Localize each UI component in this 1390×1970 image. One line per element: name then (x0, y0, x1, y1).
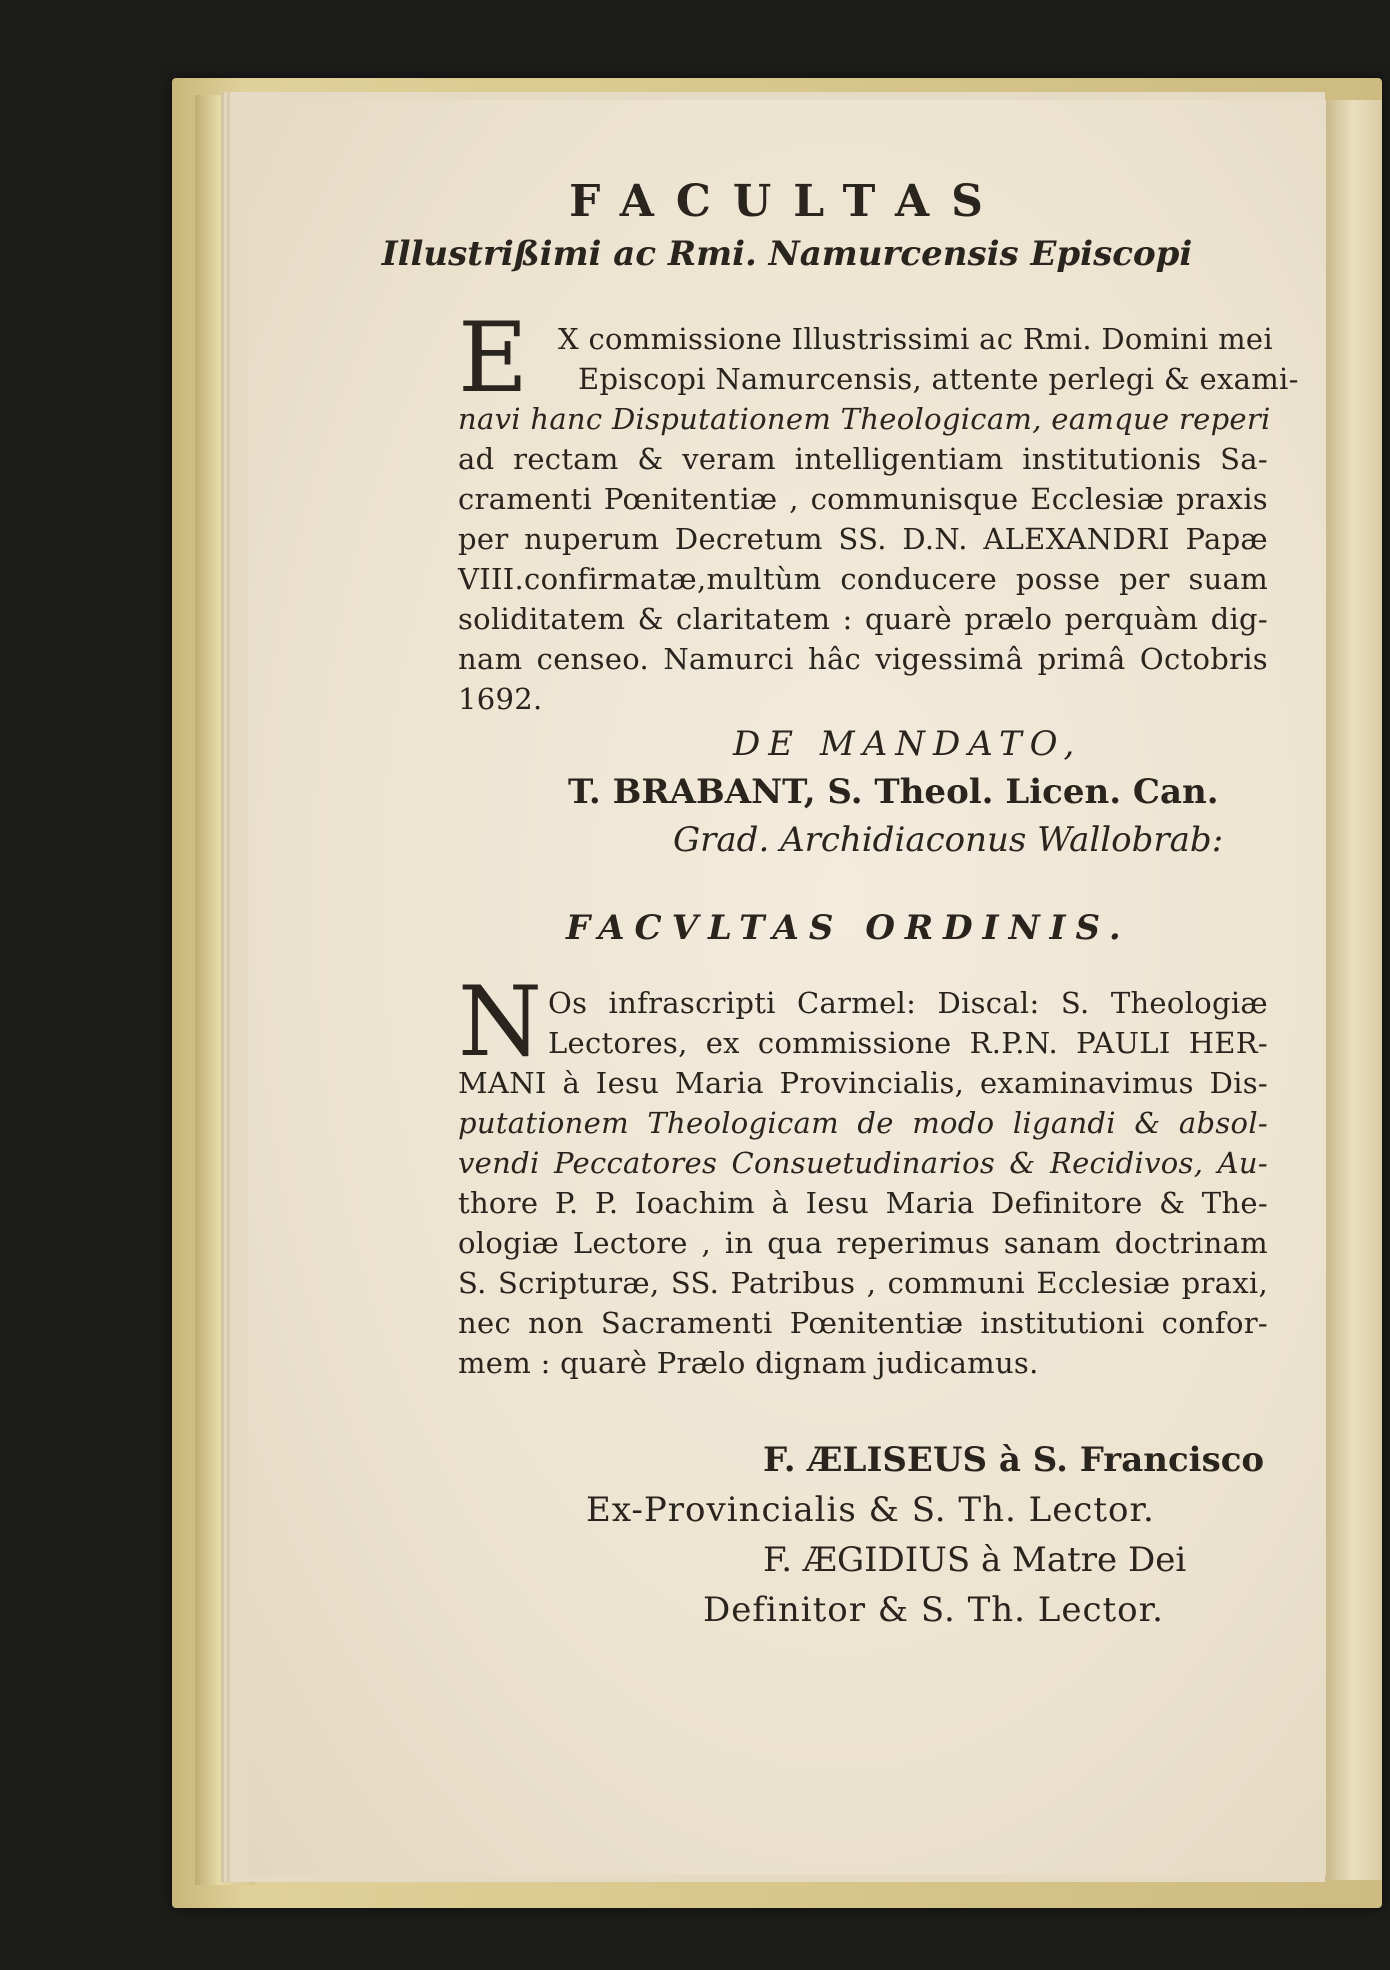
text-line: VIII.confirmatæ,multùm conducere posse per suam (458, 562, 1268, 596)
book-page (248, 100, 1326, 1875)
page-subtitle: Illustrißimi ac Rmi. Namurcensis Episcopi (381, 234, 1193, 274)
text-line: nec non Sacramenti Pœnitentiæ institutioni confor- (458, 1306, 1268, 1340)
facing-page-edge (1325, 100, 1382, 1880)
signatory-name: T. BRABANT, S. Theol. Licen. Can. (568, 772, 1219, 812)
drop-cap-e: E (458, 302, 529, 414)
signature-line: F. ÆGIDIUS à Matre Dei (763, 1540, 1187, 1580)
text-line: S. Scripturæ, SS. Patribus , communi Ecclesiæ praxi, (458, 1266, 1268, 1300)
text-line-date: 1692. (458, 682, 543, 716)
de-mandato: DE MANDATO, (733, 724, 1083, 764)
signature-line: Ex-Provincialis & S. Th. Lector. (586, 1490, 1155, 1530)
signature-line: F. ÆLISEUS à S. Francisco (763, 1440, 1265, 1480)
text-line: Lectores, ex commissione R.P.N. PAULI HER- (548, 1026, 1268, 1060)
text-line: cramenti Pœnitentiæ , communisque Ecclesiæ praxis (458, 482, 1268, 516)
text-line: ologiæ Lectore , in qua reperimus sanam doctrinam (458, 1226, 1268, 1260)
drop-cap-n: N (458, 966, 542, 1078)
text-line: thore P. P. Ioachim à Iesu Maria Definitore & The- (458, 1186, 1268, 1220)
text-line: vendi Peccatores Consuetudinarios & Recidivos, Au- (458, 1146, 1268, 1180)
text-line: MANI à Iesu Maria Provincialis, examinavimus Dis- (458, 1066, 1268, 1100)
text-line: per nuperum Decretum SS. D.N. ALEXANDRI Papæ (458, 522, 1268, 556)
text-line: nam censeo. Namurci hâc vigessimâ primâ Octobris (458, 642, 1268, 676)
signatory-title: Grad. Archidiaconus Wallobrab: (673, 820, 1224, 860)
text-line: Os infrascripti Carmel: Discal: S. Theologiæ (548, 986, 1268, 1020)
page-title: FACULTAS (569, 176, 1005, 227)
section-heading: FACVLTAS ORDINIS. (566, 908, 1131, 948)
text-line: navi hanc Disputationem Theologicam, eamque reperi (458, 402, 1271, 436)
text-line: X commissione Illustrissimi ac Rmi. Domini mei (558, 322, 1273, 356)
text-line: Episcopi Namurcensis, attente perlegi & exami- (578, 362, 1299, 396)
text-line: putationem Theologicam de modo ligandi & absol- (458, 1106, 1268, 1140)
signature-line: Definitor & S. Th. Lector. (703, 1590, 1164, 1630)
text-line: ad rectam & veram intelligentiam institutionis Sa- (458, 442, 1268, 476)
text-line: soliditatem & claritatem : quarè prælo perquàm dig- (458, 602, 1268, 636)
text-line: mem : quarè Prælo dignam judicamus. (458, 1346, 1039, 1380)
